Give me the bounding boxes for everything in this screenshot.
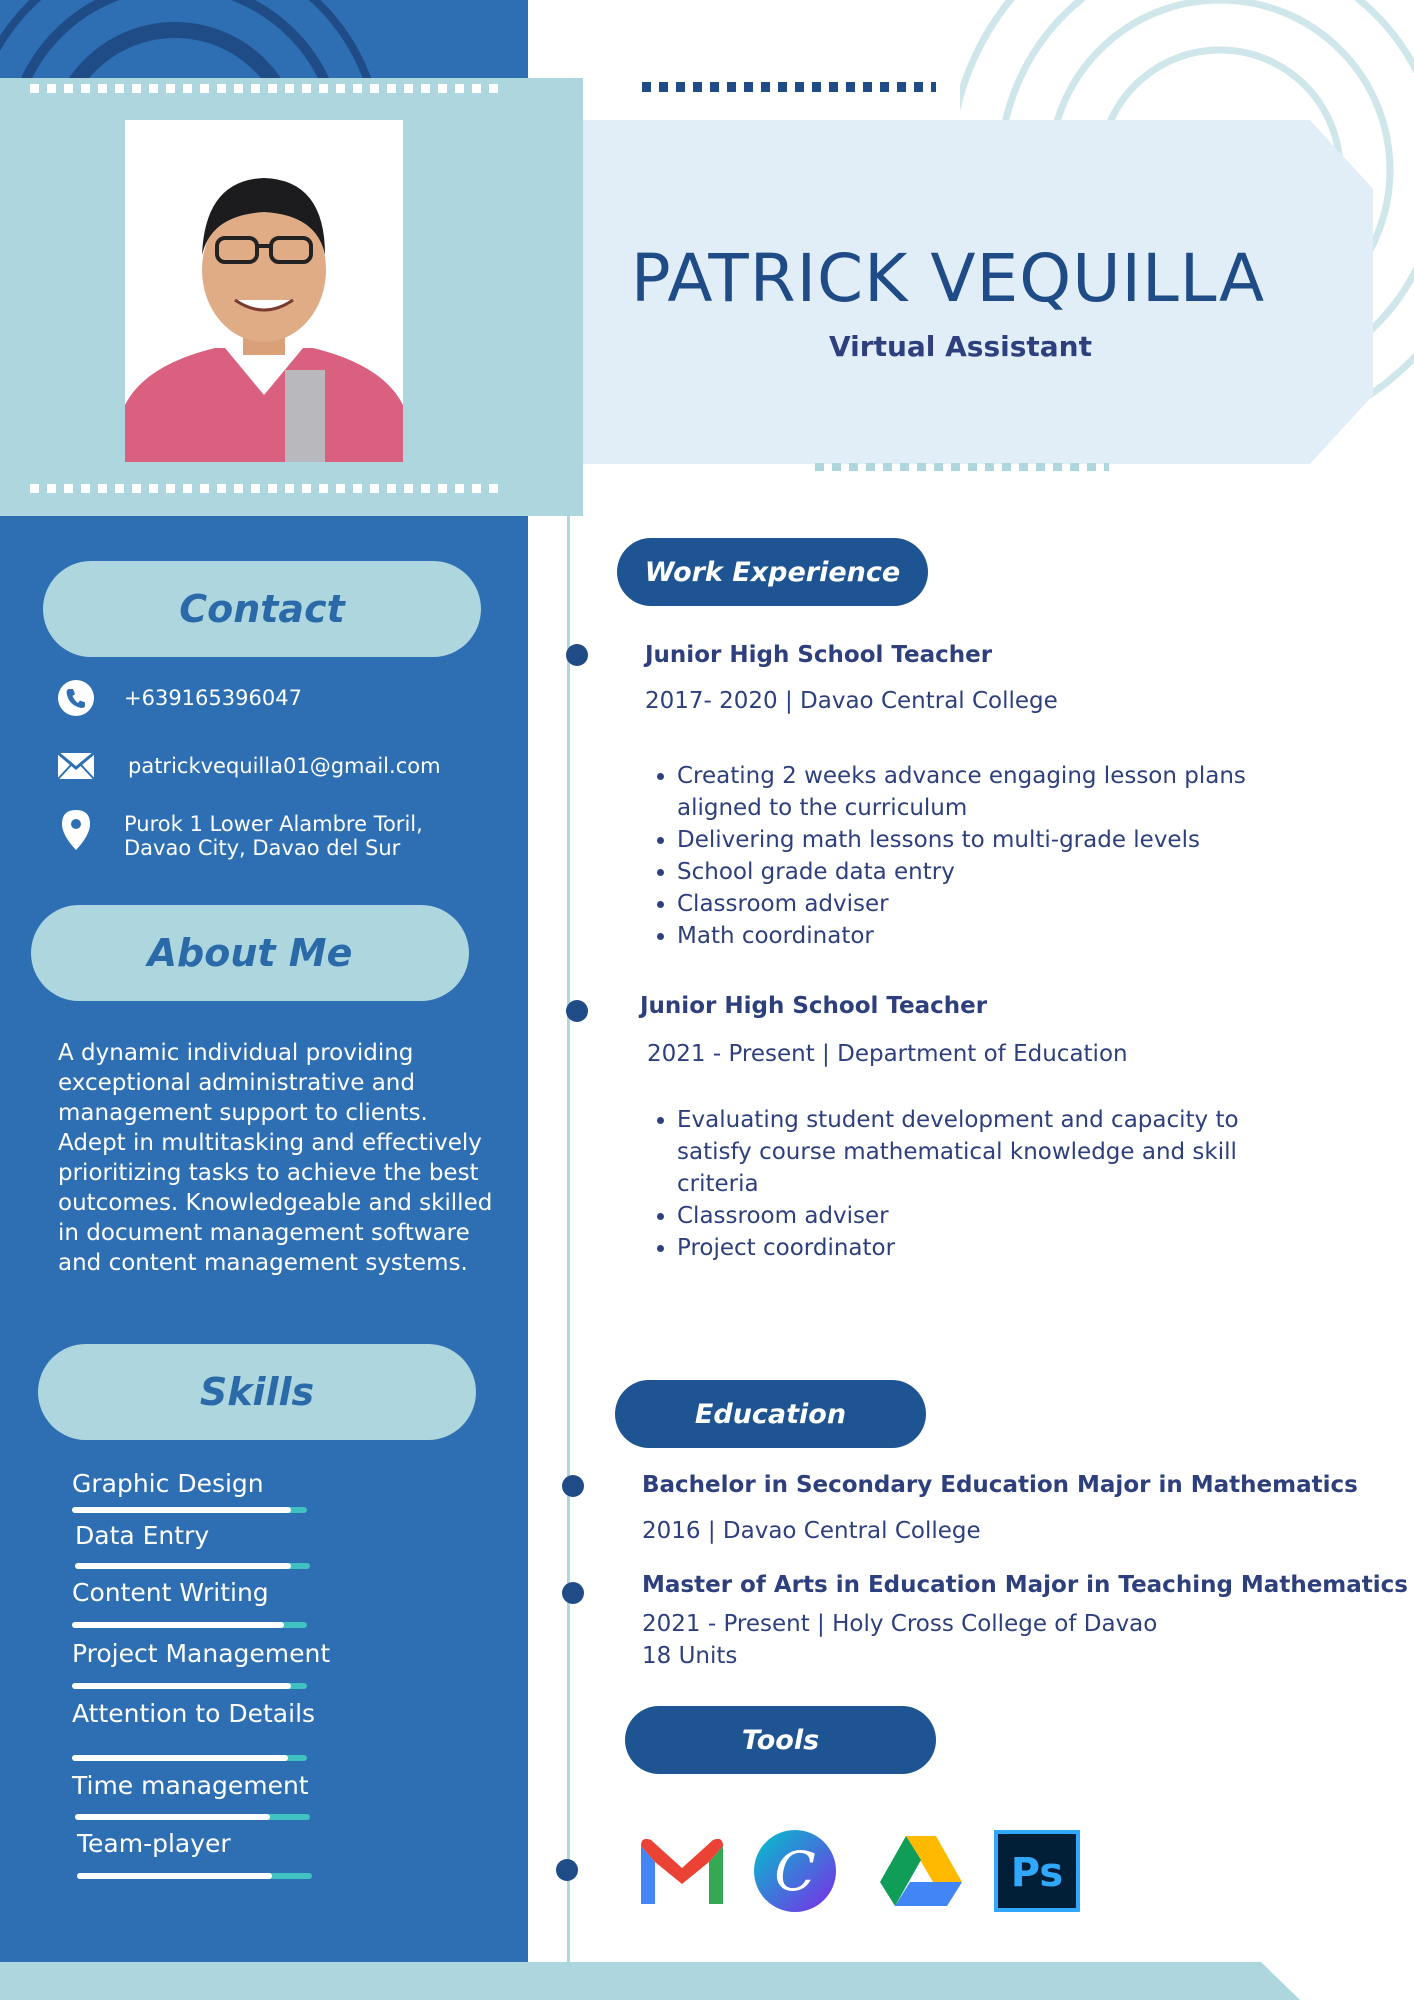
- candidate-role: Virtual Assistant: [828, 330, 1092, 363]
- timeline-line: [567, 516, 570, 1966]
- phone-icon: [56, 678, 96, 718]
- job-duties: [645, 760, 1297, 952]
- canva-icon: [750, 1828, 840, 1914]
- candidate-name: PATRICK VEQUILLA: [630, 240, 1266, 317]
- skill-bar-fill: [77, 1873, 272, 1879]
- footer-bar: [0, 1962, 1300, 2000]
- list-item: • Delivering math lessons to multi-grade levels: [677, 824, 1297, 856]
- skill-label: Team-player: [77, 1829, 231, 1858]
- timeline-dot: [566, 644, 588, 666]
- skill-item: [72, 1639, 352, 1669]
- skill-label: Attention to Details: [72, 1699, 316, 1728]
- skill-label: Graphic Design: [72, 1469, 264, 1498]
- decorative-arcs-left: [0, 0, 528, 80]
- job-duties: [645, 1104, 1297, 1264]
- skill-bar-fill: [72, 1683, 291, 1689]
- canva-letter: C: [774, 1840, 816, 1903]
- degree-title: Bachelor in Secondary Education Major in Mathematics: [642, 1472, 1358, 1498]
- skill-label: Time management: [72, 1771, 309, 1800]
- skill-bar: [72, 1755, 307, 1761]
- degree-meta: 2021 - Present | Holy Cross College of Davao: [642, 1611, 1158, 1637]
- list-item: • Evaluating student development and capacity to satisfy course mathematical knowledge and skill criteria: [677, 1104, 1297, 1200]
- list-item: • Creating 2 weeks advance engaging lesson plans aligned to the curriculum: [677, 760, 1297, 824]
- contact-heading: Contact: [43, 561, 481, 657]
- photoshop-label: Ps: [1010, 1850, 1064, 1896]
- skill-item: [77, 1829, 317, 1859]
- address: [124, 810, 423, 860]
- list-item: • Classroom adviser: [677, 888, 1297, 920]
- skill-label: Data Entry: [75, 1521, 210, 1550]
- timeline-dot: [562, 1475, 584, 1497]
- email-address[interactable]: patrickvequilla01@gmail.com: [128, 754, 441, 778]
- contact-email: [56, 746, 441, 786]
- contact-address: [56, 810, 423, 860]
- dotted-divider: [815, 463, 1109, 471]
- timeline-dot: [562, 1582, 584, 1604]
- skill-bar: [75, 1563, 310, 1569]
- skill-item: [72, 1771, 352, 1801]
- job-title: Junior High School Teacher: [640, 993, 988, 1019]
- job-meta: 2017- 2020 | Davao Central College: [645, 688, 1058, 714]
- dotted-divider: [642, 82, 936, 92]
- skill-item: [72, 1578, 312, 1608]
- job-meta: 2021 - Present | Department of Education: [647, 1041, 1128, 1067]
- list-item: • Project coordinator: [677, 1232, 1297, 1264]
- timeline-dot: [566, 1000, 588, 1022]
- phone-number[interactable]: +639165396047: [124, 686, 302, 710]
- timeline-dot: [556, 1859, 578, 1881]
- list-item: • Math coordinator: [677, 920, 1297, 952]
- portrait-illustration: [125, 120, 403, 462]
- profile-photo: [125, 120, 403, 462]
- dotted-divider: [30, 484, 505, 493]
- skill-label: Project Management: [72, 1639, 331, 1668]
- skill-bar-fill: [75, 1814, 270, 1820]
- degree-extra: 18 Units: [642, 1643, 738, 1669]
- photoshop-icon: [992, 1828, 1082, 1914]
- skill-bar-fill: [72, 1755, 288, 1761]
- skill-item: [72, 1699, 352, 1729]
- skill-bar: [72, 1622, 307, 1628]
- education-heading: Education: [615, 1380, 926, 1448]
- skill-bar: [75, 1814, 310, 1820]
- google-drive-icon: [876, 1828, 966, 1914]
- work-experience-heading: Work Experience: [617, 538, 928, 606]
- list-item: • Classroom adviser: [677, 1200, 1297, 1232]
- address-line-2: Davao City, Davao del Sur: [124, 836, 401, 860]
- location-pin-icon: [56, 810, 96, 850]
- skill-bar-fill: [75, 1563, 291, 1569]
- dotted-divider: [30, 84, 505, 93]
- skill-bar: [77, 1873, 312, 1879]
- skill-item: [72, 1469, 312, 1499]
- skill-bar-fill: [72, 1622, 284, 1628]
- contact-phone: [56, 678, 302, 718]
- job-title: Junior High School Teacher: [645, 642, 993, 668]
- degree-title: Master of Arts in Education Major in Teaching Mathematics: [642, 1572, 1408, 1598]
- degree-meta: 2016 | Davao Central College: [642, 1518, 981, 1544]
- skills-heading: Skills: [38, 1344, 476, 1440]
- about-text: A dynamic individual providing exceptional administrative and management support to clients. Adept in multitasking and effectively prioritizing tasks to achieve the best outcomes. Knowledgeable and skilled in document management software and content management systems.: [58, 1040, 493, 1276]
- gmail-icon: [637, 1828, 727, 1914]
- address-line-1: Purok 1 Lower Alambre Toril,: [124, 812, 423, 836]
- email-icon: [56, 746, 96, 786]
- list-item: • School grade data entry: [677, 856, 1297, 888]
- skill-bar: [72, 1683, 307, 1689]
- skill-bar-fill: [72, 1507, 291, 1513]
- skill-item: [75, 1521, 315, 1551]
- tools-heading: Tools: [625, 1706, 936, 1774]
- skill-label: Content Writing: [72, 1578, 269, 1607]
- about-heading: About Me: [31, 905, 469, 1001]
- skill-bar: [72, 1507, 307, 1513]
